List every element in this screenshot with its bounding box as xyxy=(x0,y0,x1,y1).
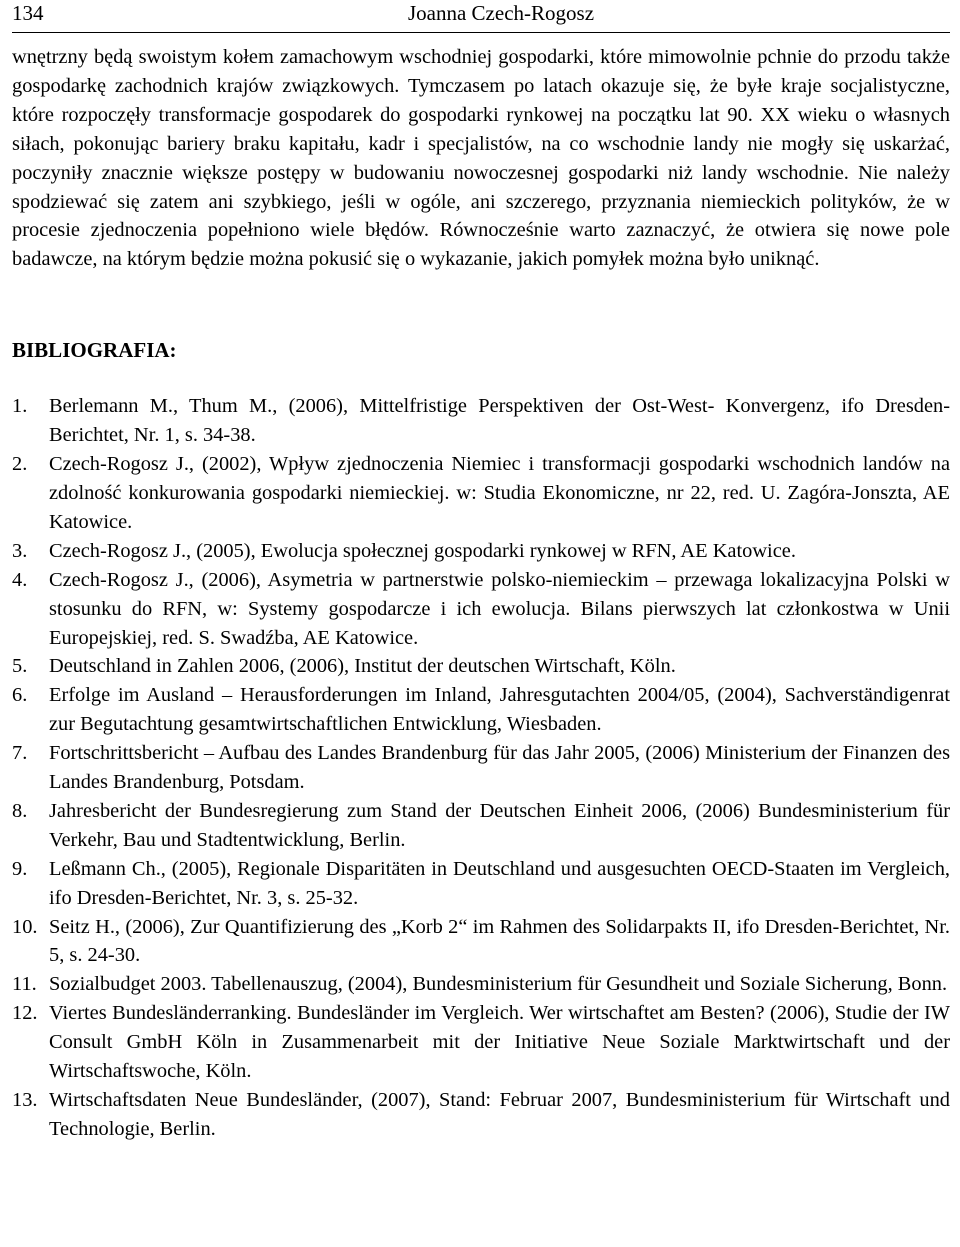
bibliography-item-number: 4. xyxy=(12,568,28,591)
bibliography-item-text: Viertes Bundesländerranking. Bundesländer im Vergleich. Wer wirtschaftet am Besten? (2006), Studie der IW Consult GmbH Köln in Zusammenarbeit mit der Initiative Neue Soziale Marktwirtschaft und der Wirtschaftswoche, Köln. xyxy=(49,1002,950,1083)
bibliography-item-number: 2. xyxy=(12,453,28,476)
running-head-author: Joanna Czech-Rogosz xyxy=(407,1,595,25)
bibliography-item-number: 7. xyxy=(12,742,28,765)
page-header xyxy=(12,0,950,33)
bibliography-item-text: Czech-Rogosz J., (2005), Ewolucja społecznej gospodarki rynkowej w RFN, AE Katowice. xyxy=(49,539,796,562)
bibliography-item-text: Erfolge im Ausland – Herausforderungen im Inland, Jahresgutachten 2004/05, (2004), Sachverständigenrat zur Begutachtung gesamtwirtschaftlichen Entwicklung, Wiesbaden. xyxy=(49,684,950,736)
bibliography-item-text: Leßmann Ch., (2005), Regionale Disparitäten in Deutschland und ausgesuchten OECD-Staaten im Vergleich, ifo Dresden-Berichtet, Nr. 3, s. 25-32. xyxy=(49,857,950,909)
bibliography-item-number: 11. xyxy=(12,973,37,996)
page-number: 134 xyxy=(12,1,44,25)
bibliography-item-text: Sozialbudget 2003. Tabellenauszug, (2004), Bundesministerium für Gesundheit und Soziale Sicherung, Bonn. xyxy=(49,973,948,996)
bibliography-item-text: Wirtschaftsdaten Neue Bundesländer, (2007), Stand: Februar 2007, Bundesministerium für Wirtschaft und Technologie, Berlin. xyxy=(49,1089,950,1140)
bibliography-item-number: 12. xyxy=(12,1002,38,1025)
bibliography-item-number: 6. xyxy=(12,684,28,707)
bibliography-item xyxy=(12,652,950,681)
bibliography-item-text: Czech-Rogosz J., (2002), Wpływ zjednoczenia Niemiec i transformacji gospodarki wschodnich landów na zdolność konkurowania gospodarki niemieckiej. w: Studia Ekonomiczne, nr 22, red. U. Zagóra-Jonszta, AE Katowice. xyxy=(49,453,950,533)
bibliography-heading: BIBLIOGRAFIA: xyxy=(12,338,177,363)
bibliography-item-text: Jahresbericht der Bundesregierung zum Stand der Deutschen Einheit 2006, (2006) Bundesministerium für Verkehr, Bau und Stadtentwicklung, Berlin. xyxy=(49,799,950,851)
bibliography-item-text: Czech-Rogosz J., (2006), Asymetria w partnerstwie polsko-niemieckim – przewaga lokalizacyjna Polski w stosunku do RFN, w: Systemy gospodarcze i ich ewolucja. Bilans pierwszych lat członkostwa w Unii Europejskiej, red. S. Swadźba, AE Katowice. xyxy=(49,568,950,649)
body-paragraph: wnętrzny będą swoistym kołem zamachowym wschodniej gospodarki, które mimowolnie pchnie do przodu także gospodarkę zachodnich krajów związkowych. Tymczasem po latach okazuje się, że byłe kraje socjalistyczne, które rozpoczęły transformacje gospodarek do gospodarki rynkowej na początku lat 90. XX wieku o własnych siłach, pokonując bariery braku kapitału, kadr i specjalistów, na co wschodnie landy nie mogły się uskarżać, poczyniły znacznie większe postępy w budowaniu nowoczesnej gospodarki niż landy wschodnie. Nie należy spodziewać się zatem ani szybkiego, jeśli w ogóle, ani szczerego, przyznania niemieckich polityków, że w procesie zjednoczenia popełniono wiele błędów. Równocześnie warto zaznaczyć, że otwiera się nowe pole badawcze, na którym będzie można pokusić się o wykazanie, jakich pomyłek można było uniknąć. xyxy=(12,46,950,271)
bibliography-item-number: 3. xyxy=(12,539,28,562)
bibliography-item xyxy=(12,739,950,797)
bibliography-item xyxy=(12,681,950,739)
bibliography-item xyxy=(12,970,950,999)
bibliography-item xyxy=(12,392,950,450)
bibliography-item-number: 13. xyxy=(12,1089,38,1111)
bibliography-item-number: 10. xyxy=(12,915,38,938)
bibliography-item xyxy=(12,913,950,971)
bibliography-list xyxy=(12,392,950,1144)
bibliography-item xyxy=(12,566,950,653)
bibliography-item xyxy=(12,999,950,1086)
bibliography-item-text: Deutschland in Zahlen 2006, (2006), Institut der deutschen Wirtschaft, Köln. xyxy=(49,655,676,678)
bibliography-item xyxy=(12,1086,950,1144)
bibliography-item xyxy=(12,797,950,855)
bibliography-item xyxy=(12,537,950,566)
bibliography-item xyxy=(12,855,950,913)
bibliography-item-number: 9. xyxy=(12,857,28,880)
bibliography-item-text: Seitz H., (2006), Zur Quantifizierung des „Korb 2“ im Rahmen des Solidarpakts II, ifo Dresden-Berichtet, Nr. 5, s. 24-30. xyxy=(49,915,950,967)
bibliography-item-number: 8. xyxy=(12,799,28,822)
bibliography-item xyxy=(12,450,950,537)
bibliography-item-number: 5. xyxy=(12,655,28,678)
bibliography-item-text: Berlemann M., Thum M., (2006), Mittelfristige Perspektiven der Ost-West- Konvergenz, ifo Dresden-Berichtet, Nr. 1, s. 34-38. xyxy=(49,395,950,447)
bibliography-item-number: 1. xyxy=(12,395,28,418)
bibliography-item-text: Fortschrittsbericht – Aufbau des Landes Brandenburg für das Jahr 2005, (2006) Ministerium der Finanzen des Landes Brandenburg, Potsdam. xyxy=(49,742,950,794)
